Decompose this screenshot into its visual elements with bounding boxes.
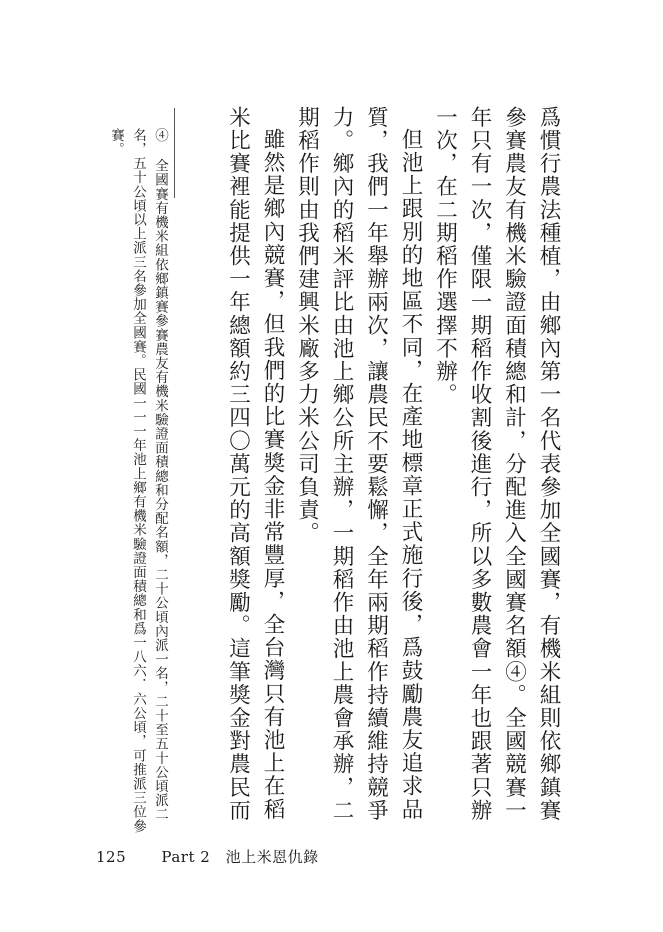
paragraph-2: 但池上跟別的地區不同，在產地標章正式施行後，爲鼓勵農友追求品質，我們一年舉辦兩次，讓農民不要鬆懈，全年兩期稻作持續維持競爭力。鄉內的稻米評比由池上鄉公所主辦，一期稻作由池上農會承辦，二期稻作則由我們建興米廠多力米公司負責。 [294,106,423,823]
paragraph-1: 爲慣行農法種植，由鄉內第一名代表參加全國賽，有機米組則依鄉鎮賽參賽農友有機米驗證面積總和計，分配進入全國賽名額④。全國競賽一年只有一次，僅限一期稻作收割後進行，所以多數農會一年也跟著只辦一次，在二期稻作選擇不辦。 [432,106,561,823]
page-footer [96,846,319,867]
footnote-text: ④ 全國賽有機米組依鄉鎮賽參賽農友有機米驗證面積總和分配名額，二十公頃內派一名，二十至五十公頃派二名，五十公頃以上派三名參加全國賽。民國一一一年池上鄉有機米驗證面積總和爲一八六．六公頃，可推派三位參賽。 [108,128,168,833]
part-label: Part 2 [161,848,211,866]
body-text [220,106,565,824]
footnote [105,128,171,838]
section-title: 池上米恩仇錄 [225,848,319,866]
footnote-divider [174,108,175,198]
page-number: 125 [96,848,127,866]
paragraph-3: 雖然是鄉內競賽，但我們的比賽獎金非常豐厚，全台灣只有池上在稻米比賽裡能提供一年總額約三四〇萬元的高額獎勵。這筆獎金對農民而 [225,106,285,823]
